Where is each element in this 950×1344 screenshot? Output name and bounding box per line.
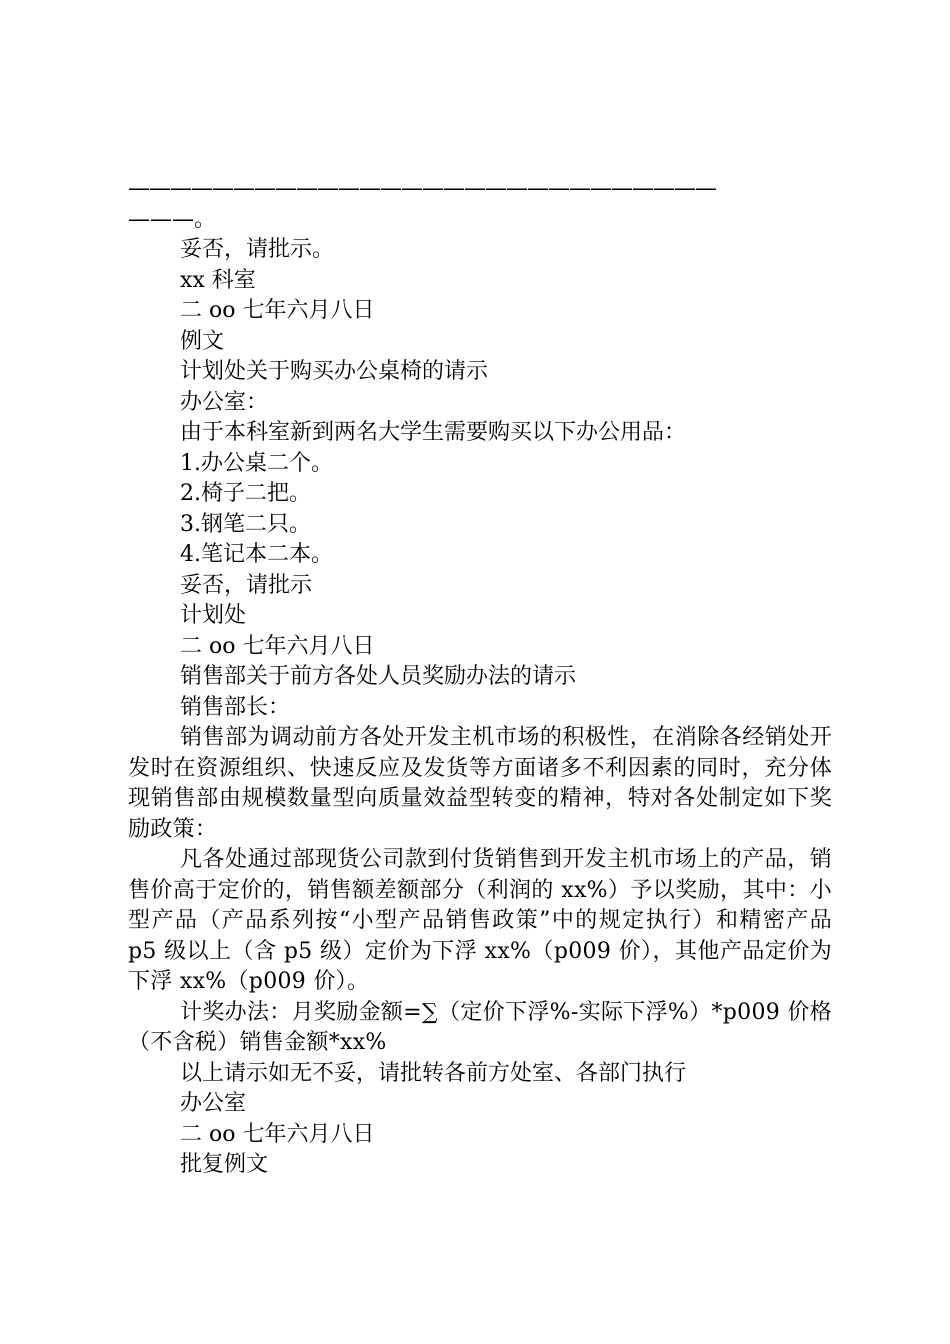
recipient-line: 销售部长： [180,694,291,720]
request-title: 计划处关于购买办公桌椅的请示 [180,359,489,384]
horizontal-rule-line: ———————————————————————————— [128,176,716,201]
request-reason: 由于本科室新到两名大学生需要购买以下办公用品： [180,420,687,445]
rule-line-ending: ———。 [128,206,217,232]
list-item: 1.办公桌二个。 [180,450,333,476]
list-item: 4.笔记本二本。 [180,542,333,567]
request-title: 销售部关于前方各处人员奖励办法的请示 [180,664,577,689]
recipient-line: 办公室： [180,389,269,415]
closing-request-line: 以上请示如无不妥，请批转各前方处室、各部门执行 [180,1060,687,1086]
section-heading-example: 批复例文 [180,1152,269,1177]
sender-department: 办公室 [180,1091,247,1116]
body-paragraph: 计奖办法：月奖励金额=∑（定价下浮%-实际下浮%）*p009 价格（不含税）销售金额*xx% [128,999,832,1055]
approval-request-line: 妥否，请批示。 [180,237,335,262]
document-body [128,174,832,1181]
body-paragraph: 销售部为调动前方各处开发主机市场的积极性，在消除各经销处开发时在资源组织、快速反应及发货等方面诸多不利因素的同时，充分体现销售部由规模数量型向质量效益型转变的精神，特对各处制定如下奖励政策： [128,725,832,842]
section-heading-example: 例文 [180,328,225,354]
document-date: 二 oo 七年六月八日 [180,633,375,659]
document-date: 二 oo 七年六月八日 [180,1121,375,1147]
list-item: 3.钢笔二只。 [180,511,311,537]
list-item: 2.椅子二把。 [180,481,311,506]
sender-department: 计划处 [180,603,247,628]
body-paragraph: 凡各处通过部现货公司款到付货销售到开发主机市场上的产品，销售价高于定价的，销售额差额部分（利润的 xx%）予以奖励，其中：小型产品（产品系列按“小型产品销售政策”中的规定执行）和精密产品 p5 级以上（含 p5 级）定价为下浮 xx%（p009 价），其他产品定价为下浮 xx%（p009 价）。 [128,847,832,994]
sender-department: xx 科室 [180,267,256,293]
document-date: 二 oo 七年六月八日 [180,298,375,323]
approval-request-line: 妥否，请批示 [180,572,313,598]
